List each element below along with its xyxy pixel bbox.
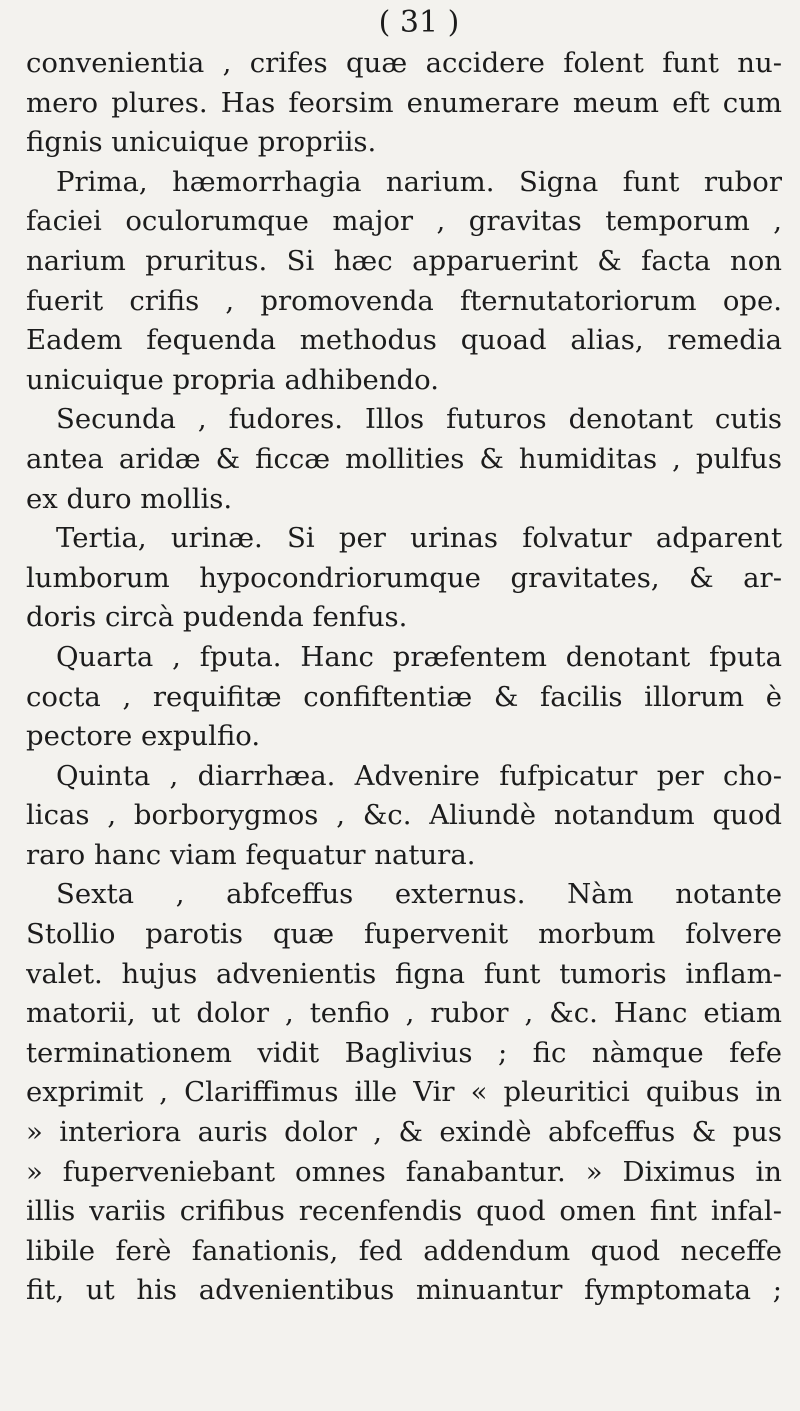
text-line: antea aridæ & ficcæ mollities & humiditas , pulfus xyxy=(26,442,782,475)
text-line: Quinta , diarrhæa. Advenire fufpicatur per cho- xyxy=(56,759,782,792)
text-line: unicuique propria adhibendo. xyxy=(26,363,439,396)
text-line: narium pruritus. Si hæc apparuerint & facta non xyxy=(26,244,782,277)
text-line: pectore expulfio. xyxy=(26,720,261,753)
text-line: » fuperveniebant omnes fanabantur. » Diximus in xyxy=(26,1155,782,1188)
text-line: cocta , requifitæ confiftentiæ & facilis illorum è xyxy=(26,680,782,713)
text-line: Eadem fequenda methodus quoad alias, remedia xyxy=(26,324,782,357)
text-line: illis variis crifibus recenfendis quod omen fint infal- xyxy=(26,1195,782,1228)
text-line: Quarta , fputa. Hanc præfentem denotant fputa xyxy=(56,640,782,673)
text-line: » interiora auris dolor , & exindè abfceffus & pus xyxy=(26,1116,782,1149)
text-line: ex duro mollis. xyxy=(26,482,233,515)
text-line: convenientia , crifes quæ accidere folent funt nu- xyxy=(26,47,782,79)
text-line: licas , borborygmos , &c. Aliundè notandum quod xyxy=(26,799,782,832)
text-line: fuerit crifis , promovenda fternutatoriorum ope. xyxy=(26,284,782,317)
text-line: doris circà pudenda fenfus. xyxy=(26,601,408,634)
text-line: Sexta , abfceffus externus. Nàm notante xyxy=(56,878,782,911)
text-line: fit, ut his advenientibus minuantur fymptomata ; xyxy=(26,1274,782,1307)
body-text xyxy=(26,44,782,1311)
text-line: valet. hujus advenientis figna funt tumoris inflam- xyxy=(26,957,782,990)
text-line: fignis unicuique propriis. xyxy=(26,126,377,159)
text-line: Secunda , fudores. Illos futuros denotant cutis xyxy=(56,403,782,436)
text-line: Tertia, urinæ. Si per urinas folvatur adparent xyxy=(56,522,782,555)
text-line: raro hanc viam fequatur natura. xyxy=(26,838,476,871)
text-line: libile ferè fanationis, fed addendum quod neceffe xyxy=(26,1234,782,1267)
text-line: matorii, ut dolor , tenfio , rubor , &c. Hanc etiam xyxy=(26,997,782,1030)
text-line: faciei oculorumque major , gravitas temporum , xyxy=(26,205,782,238)
text-line: mero plures. Has feorsim enumerare meum eft cum xyxy=(26,86,782,119)
text-line: Prima, hæmorrhagia narium. Signa funt rubor xyxy=(56,165,782,198)
text-line: Stollio parotis quæ fupervenit morbum folvere xyxy=(26,918,782,951)
page-number: ( 31 ) xyxy=(378,5,460,40)
text-line: lumborum hypocondriorumque gravitates, & ar- xyxy=(26,561,782,594)
text-line: terminationem vidit Baglivius ; fic nàmque fefe xyxy=(26,1036,782,1069)
text-line: exprimit , Clariffimus ille Vir « pleuritici quibus in xyxy=(26,1076,782,1109)
